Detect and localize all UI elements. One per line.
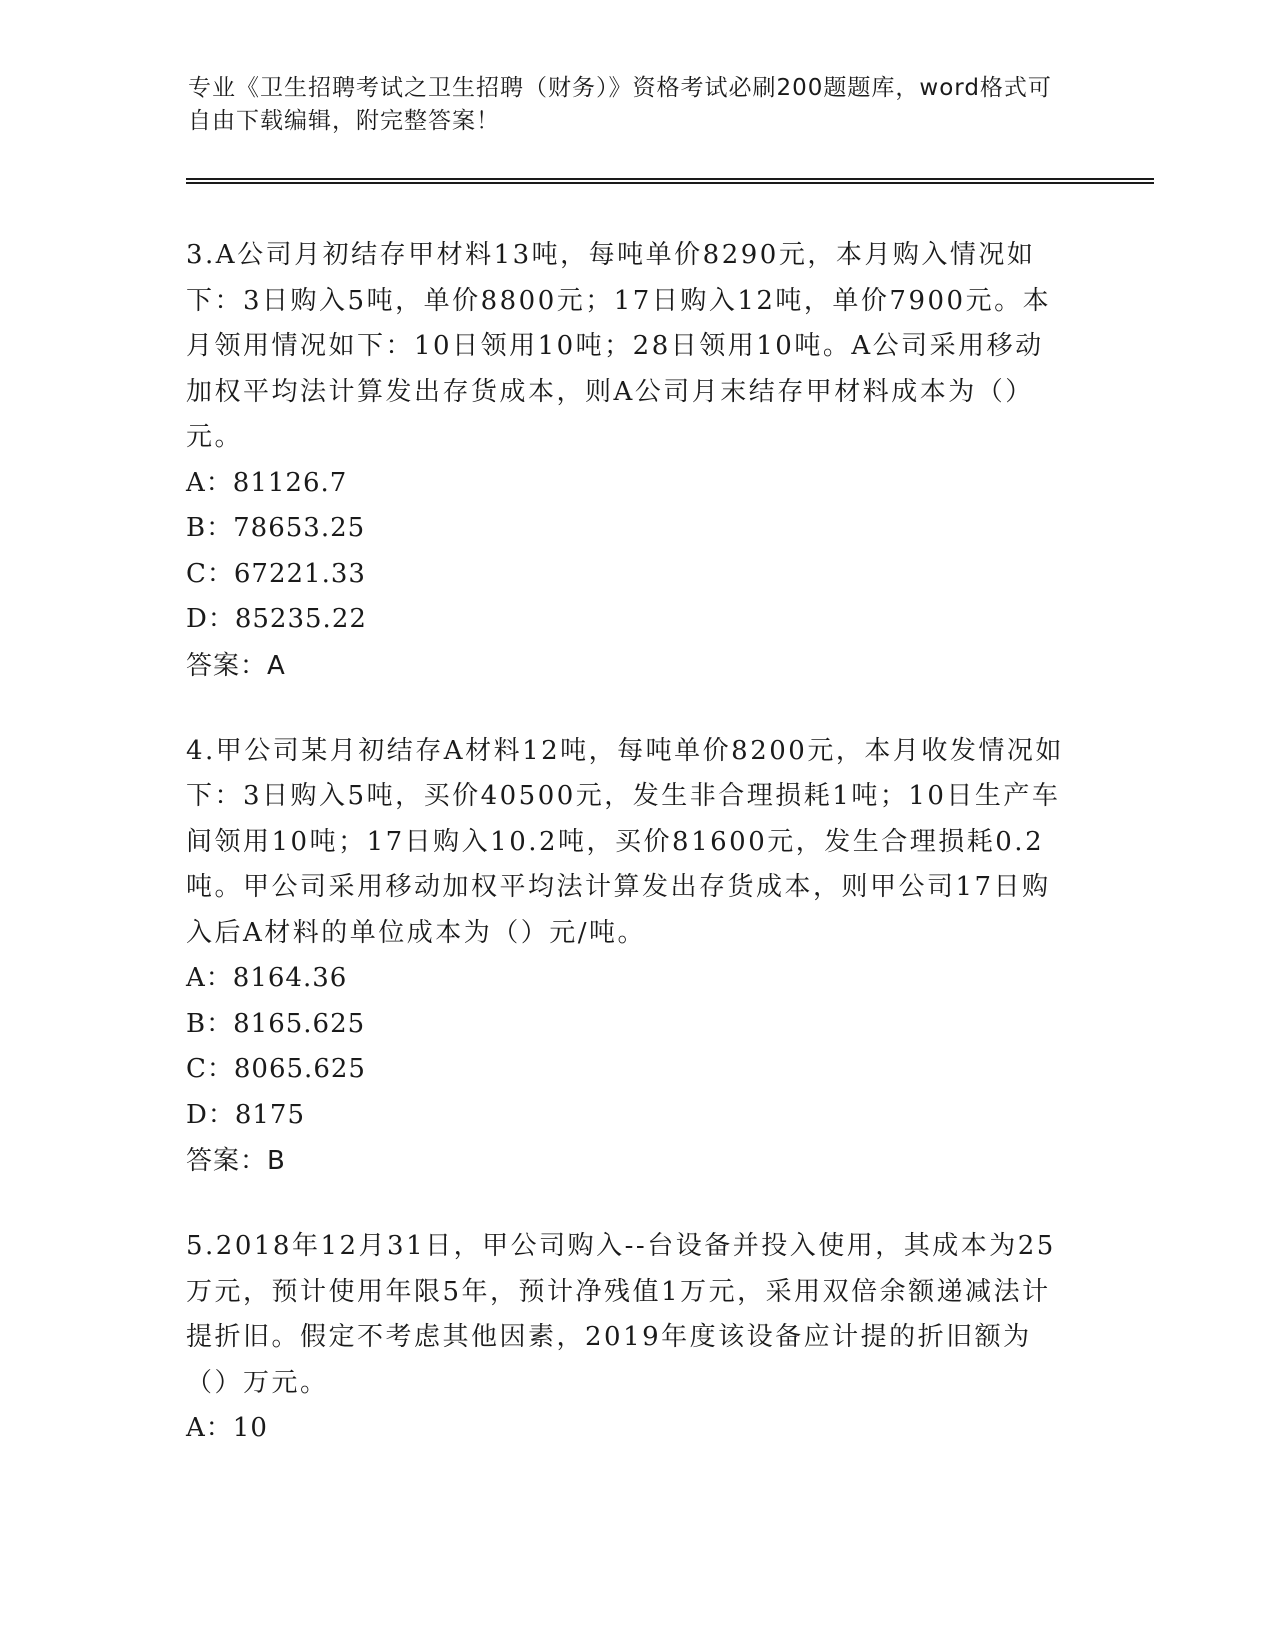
answer-line: 答案：B: [186, 1146, 286, 1176]
option-c: C：67221.33: [186, 558, 366, 589]
option-d: D：8175: [186, 1099, 306, 1130]
header-divider: [186, 178, 1154, 184]
option-a: A：81126.7: [186, 467, 348, 498]
option-a: A：10: [186, 1413, 268, 1443]
option-c: C：8065.625: [186, 1054, 366, 1084]
question-4: [186, 729, 1066, 1185]
question-5: [186, 1224, 1066, 1452]
question-list: [186, 233, 1066, 1492]
document-header: 专业《卫生招聘考试之卫生招聘（财务）》资格考试必刷200题题库，word格式可自由下载编辑，附完整答案！: [188, 75, 1052, 134]
option-a: A：8164.36: [186, 963, 348, 993]
option-b: B：8165.625: [186, 1008, 366, 1039]
question-stem: 3.A公司月初结存甲材料13吨，每吨单价8290元，本月购入情况如下：3日购入5吨，单价8800元；17日购入12吨，单价7900元。本月领用情况如下：10日领用10吨；28日领用10吨。A公司采用移动加权平均法计算发出存货成本，则A公司月末结存甲材料成本为（）元。: [186, 240, 1052, 452]
option-b: B：78653.25: [186, 513, 366, 543]
option-d: D：85235.22: [186, 604, 367, 634]
question-stem: 5.2018年12月31日，甲公司购入--台设备并投入使用，其成本为25万元，预计使用年限5年，预计净残值1万元，采用双倍余额递减法计提折旧。假定不考虑其他因素，2019年度该设备应计提的折旧额为（）万元。: [186, 1231, 1056, 1398]
question-3: [186, 233, 1066, 689]
question-stem: 4.甲公司某月初结存A材料12吨，每吨单价8200元，本月收发情况如下：3日购入5吨，买价40500元，发生非合理损耗1吨；10日生产车间领用10吨；17日购入10.2吨，买价81600元，发生合理损耗0.2吨。甲公司采用移动加权平均法计算发出存货成本，则甲公司17日购入后A材料的单位成本为（）元/吨。: [186, 735, 1064, 948]
answer-line: 答案：A: [186, 650, 286, 681]
